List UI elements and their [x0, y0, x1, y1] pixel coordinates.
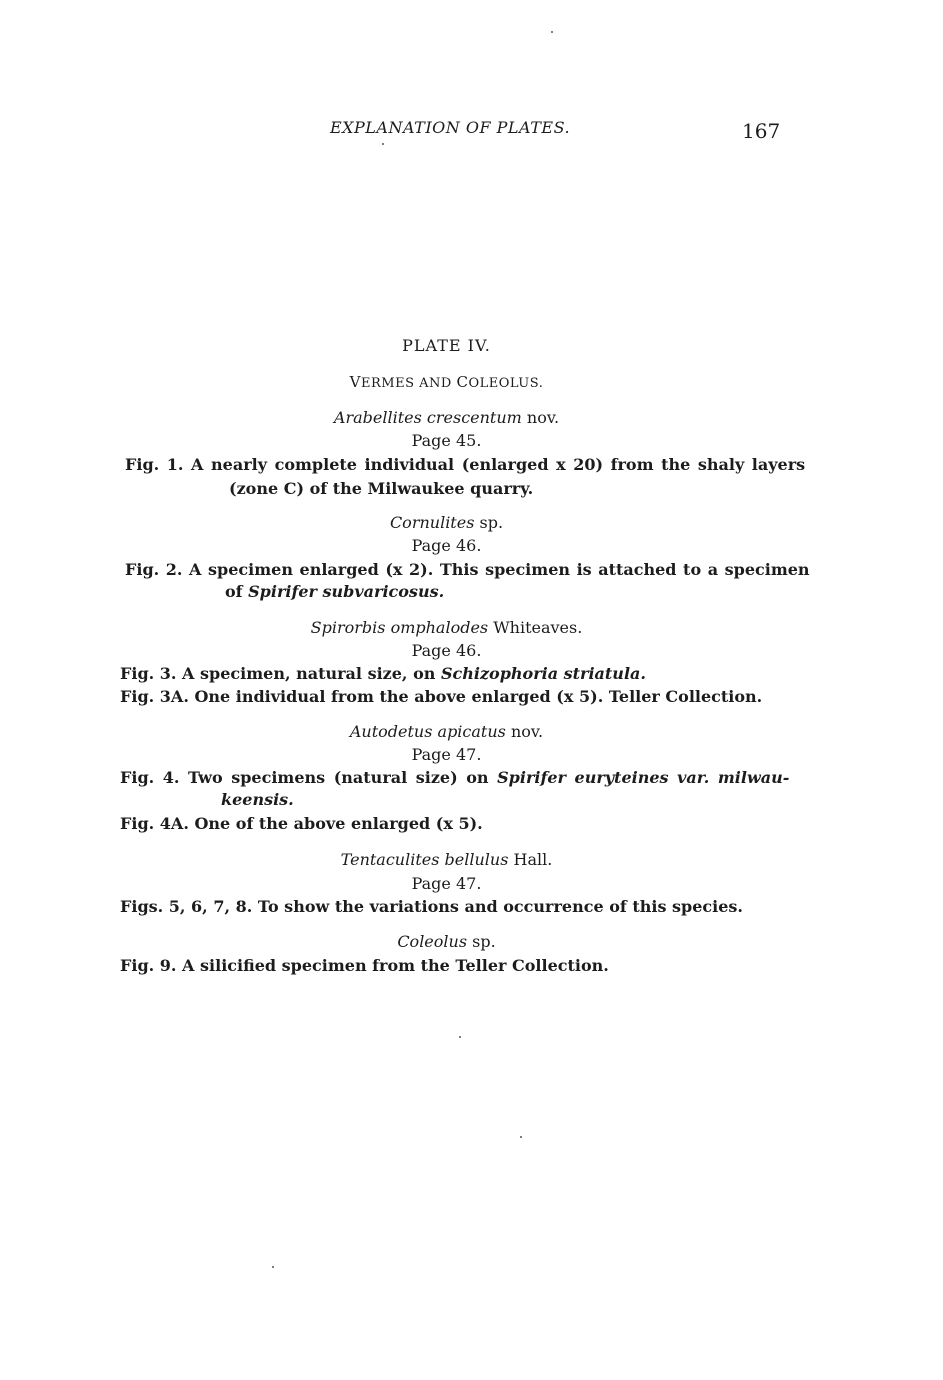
species-author: sp.: [474, 513, 504, 532]
subtitle-initial-c: C: [456, 373, 469, 391]
species-name: Spirorbis omphalodes: [310, 618, 489, 637]
species-heading-spirorbis: [0, 618, 893, 637]
figure-caption-5-8: Figs. 5, 6, 7, 8. To show the variations and occurrence of this species.: [120, 897, 743, 916]
caption-text: Fig. 3. A specimen, natural size, on: [120, 664, 441, 683]
figure-caption-4a: Fig. 4A. One of the above enlarged (x 5).: [120, 814, 483, 833]
figure-caption-9: Fig. 9. A silicified specimen from the Teller Collection.: [120, 956, 609, 975]
plate-subtitle: [0, 373, 893, 391]
figure-caption-4-continued: [221, 790, 294, 809]
caption-species: keensis.: [221, 790, 294, 809]
species-name: Tentaculites bellulus: [340, 850, 509, 869]
species-heading-arabellites: [0, 408, 893, 427]
species-author: nov.: [521, 408, 560, 427]
figure-caption-2-continued: [225, 582, 444, 601]
figure-caption-2: Fig. 2. A specimen enlarged (x 2). This specimen is attached to a specimen: [125, 560, 810, 579]
plate-title: PLATE IV.: [402, 336, 491, 355]
species-heading-cornulites: [0, 513, 893, 532]
figure-caption-1: Fig. 1. A nearly complete individual (enlarged x 20) from the shaly layers: [125, 455, 806, 474]
species-author: Hall.: [508, 850, 553, 869]
page-reference: Page 46.: [411, 641, 482, 660]
species-author: Whiteaves.: [488, 618, 583, 637]
subtitle-initial-v: V: [349, 373, 362, 391]
caption-species: Schizophoria striatula.: [440, 664, 646, 683]
page-reference: Page 47.: [411, 874, 482, 893]
species-name: Cornulites: [389, 513, 475, 532]
page-reference: Page 46.: [411, 536, 482, 555]
caption-text: Fig. 4. Two specimens (natural size) on: [120, 768, 498, 787]
subtitle-part-1: ERMES AND: [361, 376, 457, 391]
species-name: Coleolus: [397, 932, 468, 951]
page-reference: Page 47.: [411, 745, 482, 764]
species-author: nov.: [505, 722, 544, 741]
caption-species: Spirifer subvaricosus.: [248, 582, 445, 601]
caption-species: Spirifer euryteines var. milwau-: [497, 768, 790, 787]
scan-speck: [551, 31, 553, 33]
figure-caption-4: [120, 768, 789, 787]
page-number: 167: [742, 119, 781, 143]
species-heading-tentaculites: [0, 850, 893, 869]
figure-caption-3a: Fig. 3A. One individual from the above enlarged (x 5). Teller Collection.: [120, 687, 763, 706]
species-author: sp.: [467, 932, 496, 951]
scan-speck: [459, 1036, 461, 1038]
subtitle-part-2: OLEOLUS.: [468, 376, 544, 391]
page-reference: Page 45.: [411, 431, 482, 450]
species-name: Autodetus apicatus: [349, 722, 506, 741]
scan-speck: [272, 1266, 274, 1268]
species-heading-autodetus: [0, 722, 893, 741]
scan-speck: [520, 1136, 522, 1138]
scan-speck: [382, 143, 384, 145]
figure-caption-1-continued: (zone C) of the Milwaukee quarry.: [229, 479, 534, 498]
species-heading-coleolus: [0, 932, 893, 951]
caption-text: of: [225, 582, 249, 601]
figure-caption-3: [120, 664, 646, 683]
running-title: EXPLANATION OF PLATES.: [329, 118, 571, 137]
species-name: Arabellites crescentum: [333, 408, 522, 427]
